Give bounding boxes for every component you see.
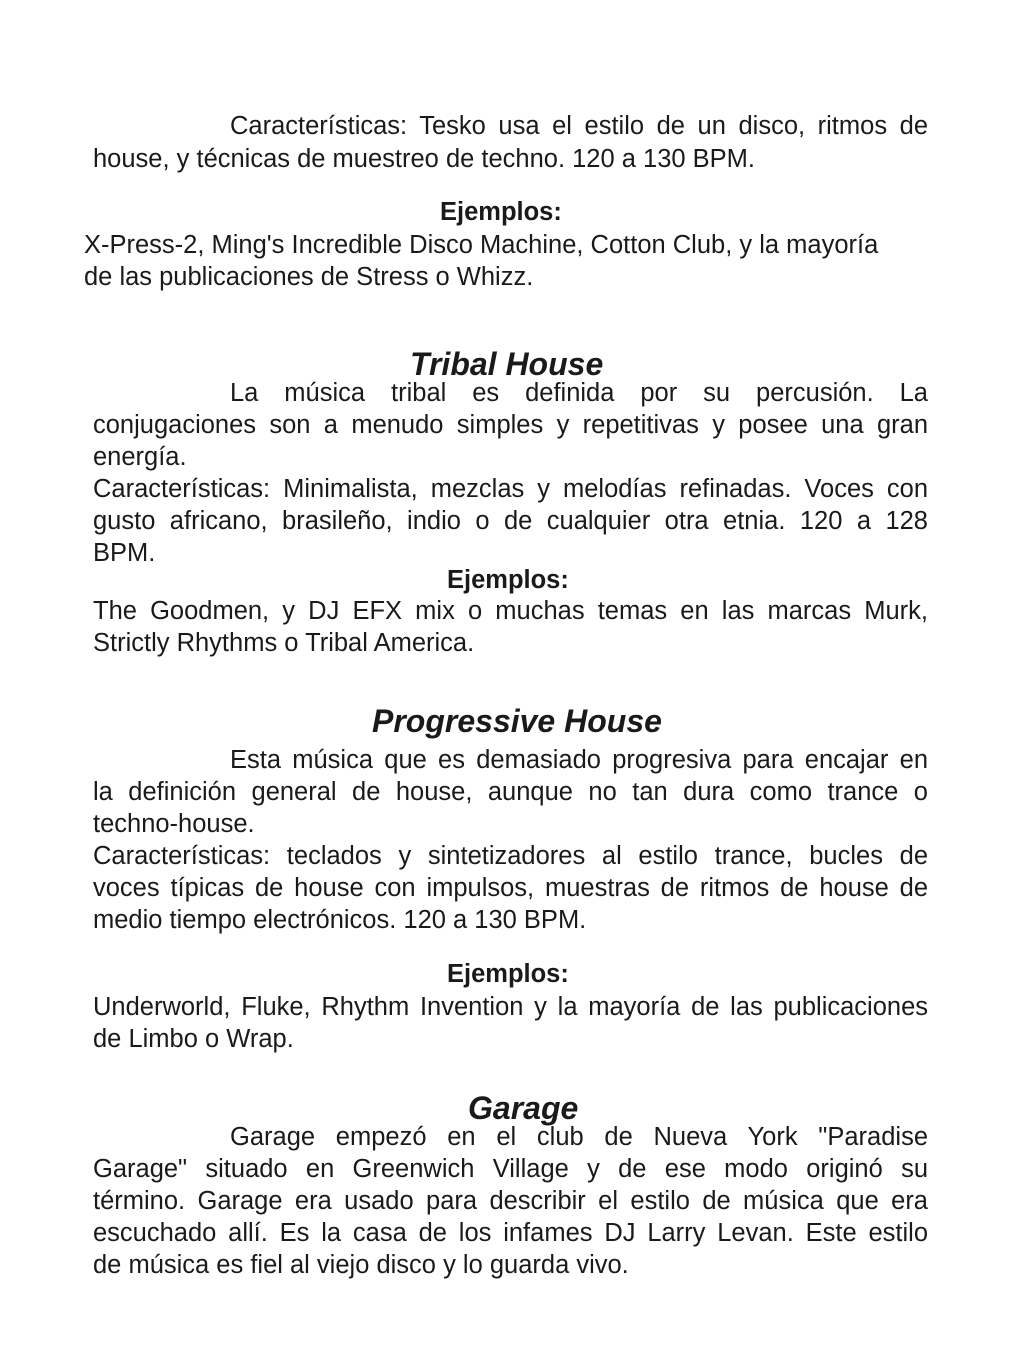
progressive-line-3: techno-house. <box>93 810 255 838</box>
tribal-house-heading: Tribal House <box>410 346 604 382</box>
progressive-line-6: medio tiempo electrónicos. 120 a 130 BPM. <box>93 906 587 934</box>
tribal-line-2: conjugaciones son a menudo simples y repetitivas y posee una gran <box>93 411 928 439</box>
progressive-examples-line-1: Underworld, Fluke, Rhythm Invention y la mayoría de las publicaciones <box>93 993 928 1021</box>
progressive-line-2: la definición general de house, aunque no tan dura como trance o <box>93 778 928 806</box>
intro-examples-line-1: X-Press-2, Ming's Incredible Disco Machine, Cotton Club, y la mayoría <box>84 231 879 259</box>
tribal-line-5: gusto africano, brasileño, indio o de cualquier otra etnia. 120 a 128 <box>93 507 928 535</box>
progressive-line-1: Esta música que es demasiado progresiva para encajar en <box>230 746 928 774</box>
garage-line-5: de música es fiel al viejo disco y lo guarda vivo. <box>93 1251 629 1279</box>
tribal-examples-label: Ejemplos: <box>447 566 569 594</box>
progressive-line-5: voces típicas de house con impulsos, muestras de ritmos de house de <box>93 874 928 902</box>
progressive-examples-label: Ejemplos: <box>447 960 569 988</box>
intro-examples-label: Ejemplos: <box>440 198 562 226</box>
progressive-examples-line-2: de Limbo o Wrap. <box>93 1025 294 1053</box>
garage-line-1: Garage empezó en el club de Nueva York "Paradise <box>230 1123 928 1151</box>
intro-examples-line-2: de las publicaciones de Stress o Whizz. <box>84 263 534 291</box>
tribal-line-4: Características: Minimalista, mezclas y melodías refinadas. Voces con <box>93 475 928 503</box>
tribal-examples-line-2: Strictly Rhythms o Tribal America. <box>93 629 475 657</box>
garage-line-3: término. Garage era usado para describir el estilo de música que era <box>93 1187 928 1215</box>
intro-characteristics-line-2: house, y técnicas de muestreo de techno. 120 a 130 BPM. <box>93 145 755 173</box>
intro-characteristics-line-1: Características: Tesko usa el estilo de un disco, ritmos de <box>230 112 928 140</box>
garage-heading: Garage <box>468 1090 579 1126</box>
progressive-house-heading: Progressive House <box>372 703 662 739</box>
tribal-line-3: energía. <box>93 443 187 471</box>
garage-line-2: Garage" situado en Greenwich Village y de ese modo originó su <box>93 1155 928 1183</box>
progressive-line-4: Características: teclados y sintetizadores al estilo trance, bucles de <box>93 842 928 870</box>
tribal-line-1: La música tribal es definida por su percusión. La <box>230 379 928 407</box>
tribal-examples-line-1: The Goodmen, y DJ EFX mix o muchas temas en las marcas Murk, <box>93 597 928 625</box>
tribal-line-6: BPM. <box>93 539 156 567</box>
garage-line-4: escuchado allí. Es la casa de los infames DJ Larry Levan. Este estilo <box>93 1219 928 1247</box>
